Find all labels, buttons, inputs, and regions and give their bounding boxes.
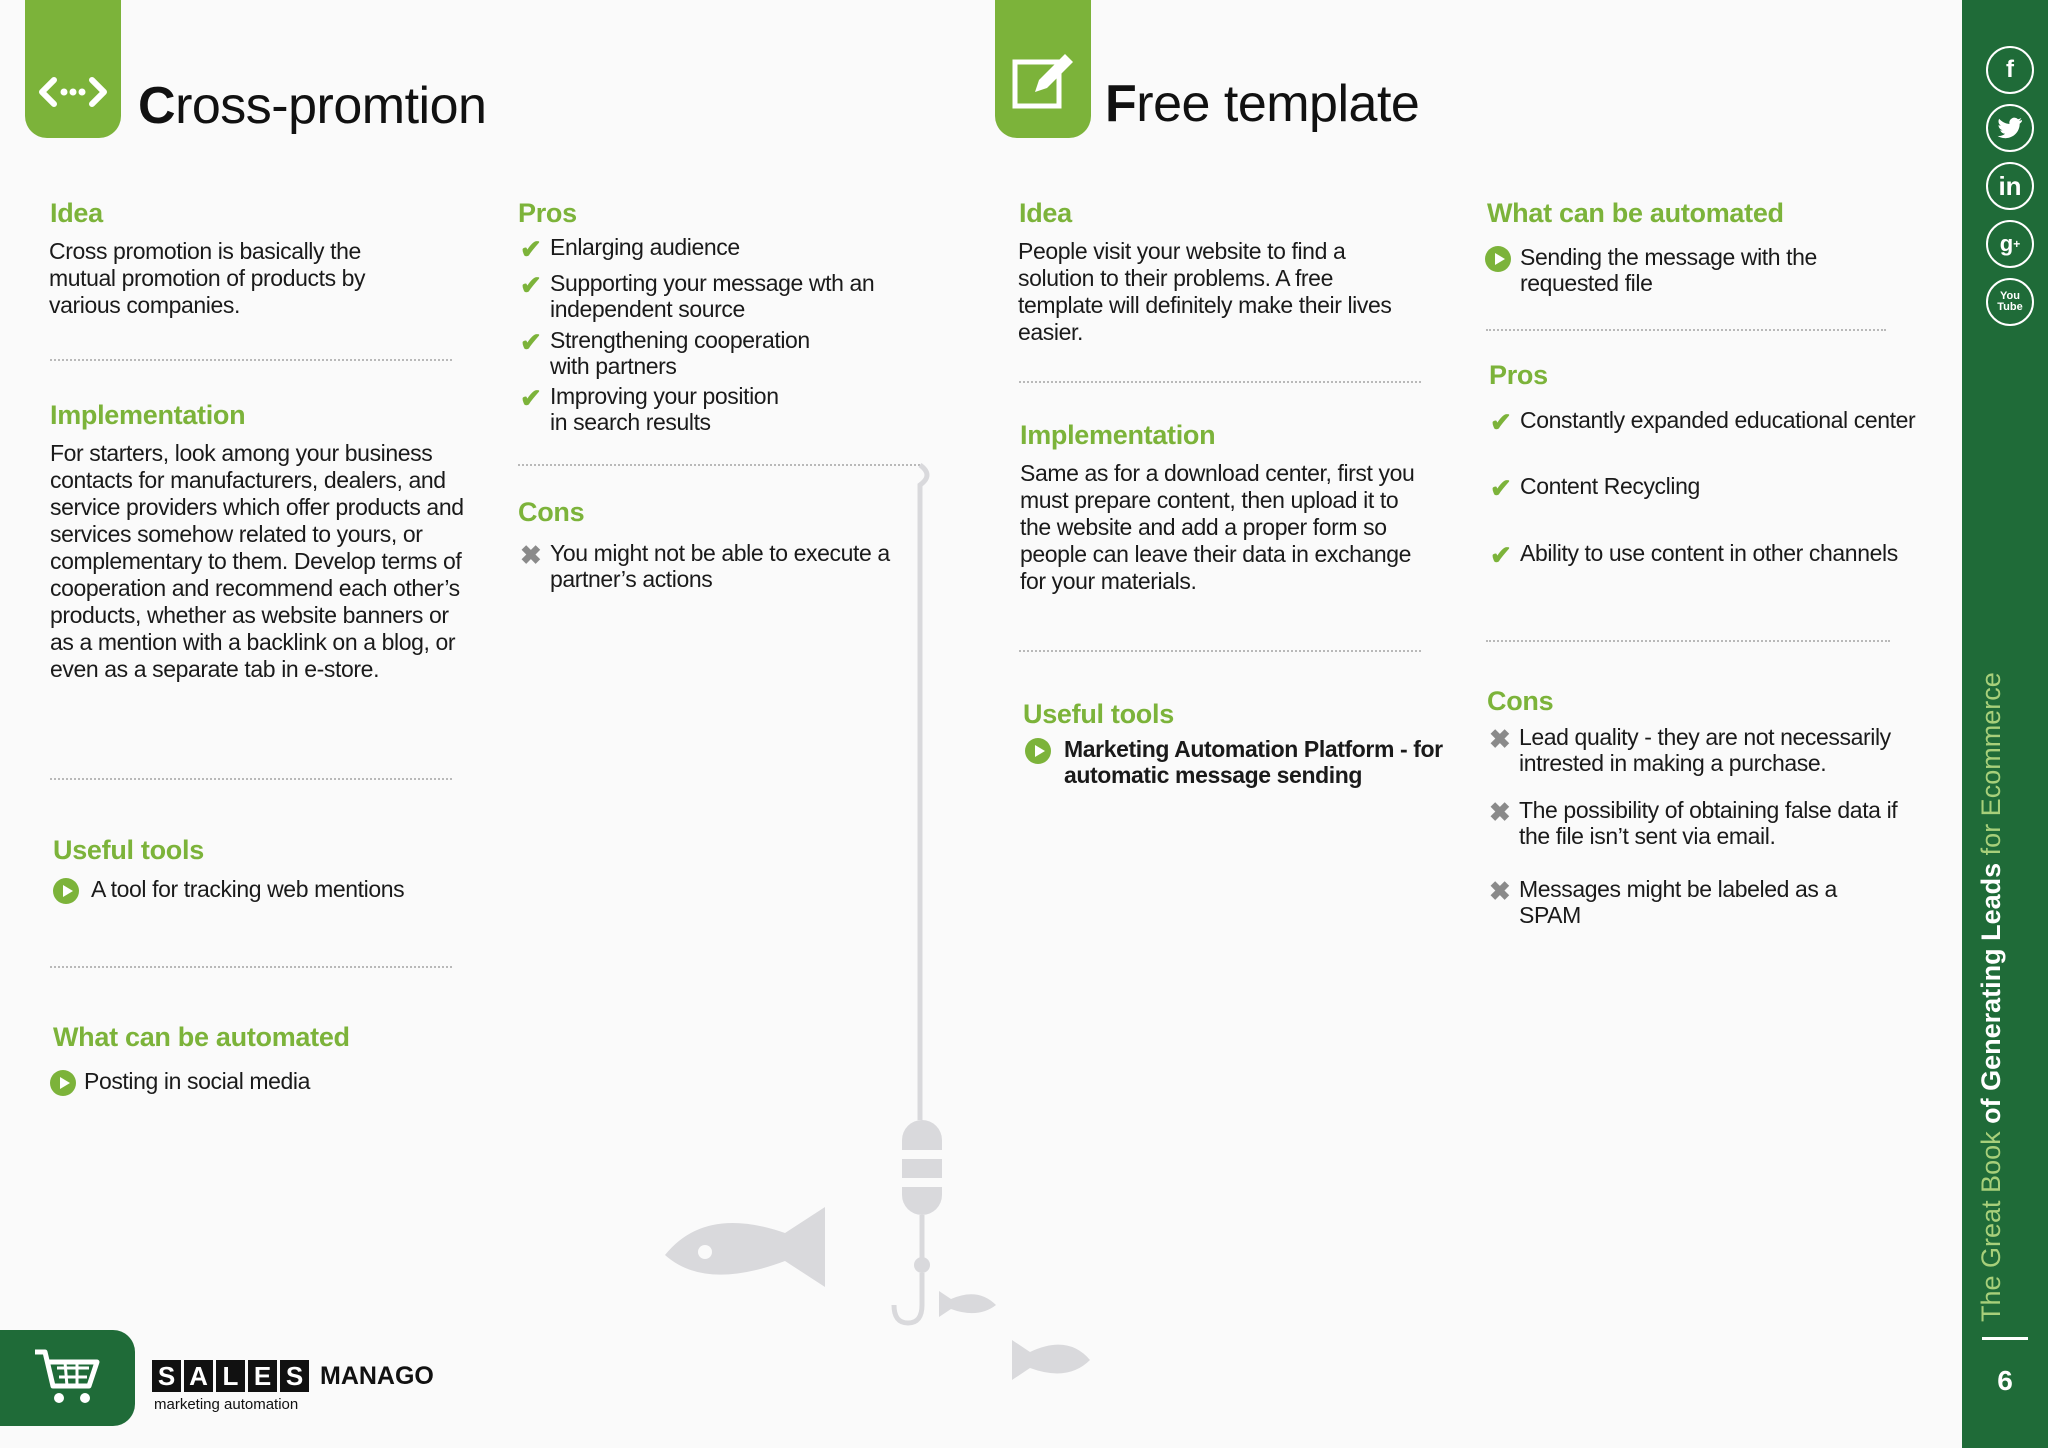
cross-icon: ✖ — [520, 540, 542, 570]
youtube-icon[interactable]: You Tube — [1986, 278, 2034, 326]
list-item: ✖ You might not be able to execute a partner’s actions — [520, 540, 890, 592]
divider — [1486, 329, 1886, 331]
list-item: A tool for tracking web mentions — [53, 876, 453, 909]
play-circle-icon — [1485, 246, 1511, 272]
list-item: ✔ Supporting your message wth an independent source — [520, 270, 875, 322]
list-item: ✖ Messages might be labeled as a SPAM — [1489, 876, 1837, 928]
left-pros-heading: Pros — [518, 198, 577, 228]
right-implementation-heading: Implementation — [1020, 420, 1216, 450]
check-icon: ✔ — [520, 270, 542, 300]
brand-tagline: marketing automation — [154, 1396, 299, 1413]
facebook-icon[interactable]: f — [1986, 46, 2034, 94]
list-item: ✔ Enlarging audience — [520, 234, 740, 264]
check-icon: ✔ — [520, 327, 542, 357]
divider — [50, 359, 452, 361]
right-idea-text: People visit your website to find a solution to their problems. A free template will definitely make their lives easier. — [1018, 238, 1392, 345]
right-cons-heading: Cons — [1487, 686, 1554, 716]
page-title-free-template: Free template — [1105, 75, 1420, 133]
check-icon: ✔ — [1490, 540, 1512, 570]
check-icon: ✔ — [1490, 407, 1512, 437]
play-circle-icon — [50, 1070, 76, 1096]
divider — [50, 778, 452, 780]
edit-document-icon — [1011, 52, 1075, 112]
page-number: 6 — [1997, 1365, 2013, 1396]
list-item: ✔ Strengthening cooperation with partners — [520, 327, 810, 379]
left-idea-text: Cross promotion is basically the mutual promotion of products by various companies. — [49, 238, 366, 318]
cross-icon: ✖ — [1489, 876, 1511, 906]
twitter-icon[interactable] — [1986, 104, 2034, 152]
cross-promotion-tab — [25, 0, 121, 138]
left-implementation-text: For starters, look among your business contacts for manufacturers, dealers, and service providers which offer products and services somehow related to yours, or complementary to them. Develop terms of cooperation and recommend each other’s products, whether as website banners or as a mention with a backlink on a blog, or even as a separate tab in e-store. — [50, 440, 464, 682]
left-idea-heading: Idea — [50, 198, 103, 228]
list-item: Posting in social media — [50, 1068, 450, 1101]
list-item: ✔ Constantly expanded educational center — [1490, 407, 1916, 437]
list-item: Sending the message with the requested file — [1485, 244, 1885, 296]
right-automated-heading: What can be automated — [1487, 198, 1784, 228]
divider — [50, 966, 452, 968]
arrows-horizontal-icon — [38, 72, 108, 112]
divider — [1486, 640, 1890, 642]
check-icon: ✔ — [520, 383, 542, 413]
list-item: ✔ Content Recycling — [1490, 473, 1700, 503]
cross-icon: ✖ — [1489, 797, 1511, 827]
right-pros-heading: Pros — [1489, 360, 1548, 390]
book-title: The Great Book of Generating Leads for Ecommerce — [1976, 672, 2006, 1322]
list-item: Marketing Automation Platform - for automatic message sending — [1025, 736, 1445, 788]
check-icon: ✔ — [520, 234, 542, 264]
divider — [1019, 650, 1421, 652]
google-plus-icon[interactable]: g + — [1986, 220, 2034, 268]
right-implementation-text: Same as for a download center, first you must prepare content, then upload it to the website and add a proper form so people can leave their data in exchange for your materials. — [1020, 460, 1415, 594]
list-item: ✔ Improving your position in search results — [520, 383, 779, 435]
left-useful-tools-heading: Useful tools — [53, 835, 204, 865]
list-item: ✖ Lead quality - they are not necessarily intrested in making a purchase. — [1489, 724, 1891, 776]
divider — [1982, 1337, 2028, 1340]
free-template-tab — [995, 0, 1091, 138]
brand-logo: S A L E S MANAGO — [152, 1360, 434, 1392]
page-title-cross-promotion: Cross-promtion — [138, 77, 487, 135]
linkedin-icon[interactable]: in — [1986, 162, 2034, 210]
left-implementation-heading: Implementation — [50, 400, 246, 430]
cross-icon: ✖ — [1489, 724, 1511, 754]
left-automated-heading: What can be automated — [53, 1022, 350, 1052]
left-cons-heading: Cons — [518, 497, 585, 527]
check-icon: ✔ — [1490, 473, 1512, 503]
play-circle-icon — [1025, 738, 1051, 764]
list-item: ✖ The possibility of obtaining false data if the file isn’t sent via email. — [1489, 797, 1898, 849]
fishing-hook-illustration — [650, 460, 1110, 1400]
sidebar — [1962, 0, 2048, 1448]
play-circle-icon — [53, 878, 79, 904]
shopping-cart-icon — [33, 1346, 103, 1410]
cart-tab — [0, 1330, 135, 1426]
list-item: ✔ Ability to use content in other channels — [1490, 540, 1898, 570]
right-idea-heading: Idea — [1019, 198, 1072, 228]
right-useful-tools-heading: Useful tools — [1023, 699, 1174, 729]
divider — [1019, 381, 1421, 383]
